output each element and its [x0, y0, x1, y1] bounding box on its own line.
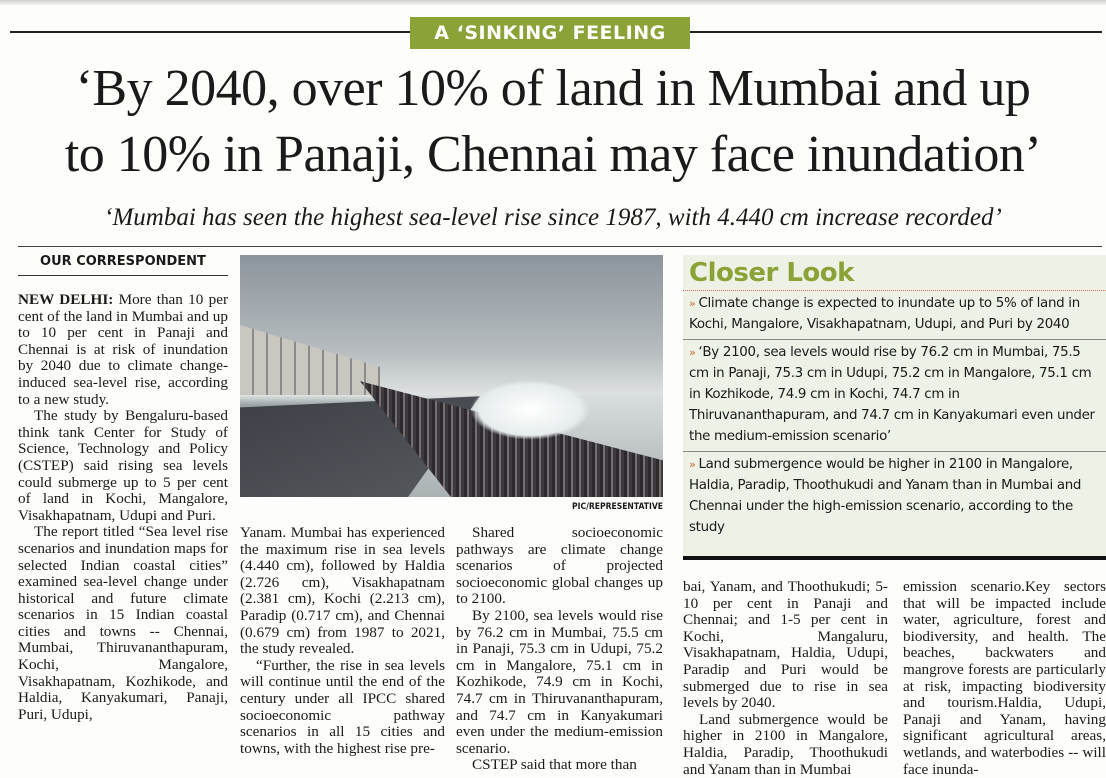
paragraph: CSTEP said that more than	[472, 756, 637, 774]
subheadline: ‘Mumbai has seen the highest sea-level rise since 1987, with 4.440 cm increase recorded’	[104, 204, 1002, 231]
divider	[18, 246, 1102, 247]
dateline: NEW DELHI:	[18, 292, 114, 308]
closer-look-title: Closer Look	[683, 255, 1106, 291]
paragraph: By 2100, sea levels would rise by 76.2 cm in Mumbai, 75.5 cm in Panaji, 75.3 cm in Udupi, 75.2 cm in Mangalore, 75.1 cm in Kozhikode, 74.9 cm in Kochi, 74.7 cm in Thiruvananthapuram, and 74.7 cm in Kanyakumari even under the medium-emission scenario.	[456, 606, 663, 757]
article-column-5	[903, 579, 1106, 778]
item-text: ‘By 2100, sea levels would rise by 76.2 cm in Mumbai, 75.5 cm in Panaji, 75.3 cm in Udupi, 75.2 cm in Mangalore, 75.1 cm in Kozhikode, 74.9 cm in Kochi, 74.7 cm in Thiruvananthapuram, and 74.7 cm in Kanyakumari even under the medium-emission scenario’	[689, 345, 1095, 444]
paragraph: “Further, the rise in sea levels will continue until the end of the century under all IPCC shared socioeconomic pathway scenarios in all 15 cities and towns, with the highest rise pre-	[240, 656, 445, 757]
paragraph-text: More than 10 per cent of the land in Mumbai and up to 10 per cent in Panaji and Chennai is at risk of inundation by 2040 due to climate change-induced sea-level rise, according to a new study.	[18, 292, 228, 408]
paragraph: Shared socioeconomic pathways are climate change scenarios of projected socioeconomic global changes up to 2100.	[456, 525, 663, 608]
closer-look-box	[683, 255, 1106, 560]
closer-look-item	[683, 340, 1106, 452]
article-column-2	[240, 525, 445, 778]
article-column-1	[18, 292, 228, 778]
chevron-bullet-icon: »	[689, 346, 696, 359]
headline-line-1: ‘By 2040, over 10% of land in Mumbai and up	[75, 60, 1031, 117]
marine-drive-photo	[240, 255, 663, 497]
closer-look-item	[683, 291, 1106, 340]
article-column-3	[456, 525, 663, 778]
closer-look-item	[683, 452, 1106, 542]
paragraph	[18, 292, 228, 408]
paragraph: bai, Yanam, and Thoothukudi; 5-10 per cent in Panaji and Chennai; and 1-5 per cent in Kochi, Mangaluru, Visakhapatnam, Haldia, Udupi, Paradip and Puri would be submerged due to rise in sea levels by 2040.	[683, 579, 888, 712]
paragraph: Land submergence would be higher in 2100 in Mangalore, Haldia, Paradip, Thoothukudi and Yanam than in Mumbai	[683, 710, 888, 778]
chevron-bullet-icon: »	[689, 297, 696, 310]
photo-wave-splash	[470, 380, 590, 440]
paragraph: Yanam. Mumbai has experienced the maximum rise in sea levels (4.440 cm), followed by Haldia (2.726 cm), Visakhapatnam (2.381 cm), Kochi (2.213 cm), Paradip (0.717 cm), and Chennai (0.679 cm) from 1987 to 2021, the study revealed.	[240, 525, 445, 658]
paragraph: The study by Bengaluru-based think tank Center for Study of Science, Technology and Policy (CSTEP) said rising sea levels could submerge up to 5 per cent of land in Kochi, Mangalore, Visakhapatnam, Udupi and Puri.	[18, 407, 228, 524]
headline	[0, 56, 1106, 188]
photo-caption: PIC/REPRESENTATIVE	[571, 502, 663, 512]
paragraph: emission scenario.Key sectors that will be impacted include water, agriculture, forest and biodiversity, and health. The beaches, backwaters and mangrove forests are particularly at risk, impacting biodiversity and tourism.Haldia, Udupi, Panaji and Yanam, having significant agricultural areas, wetlands, and waterbodies -- will face inunda-	[903, 579, 1106, 778]
article-column-4	[683, 579, 888, 778]
item-text: Land submergence would be higher in 2100 in Mangalore, Haldia, Paradip, Thoothukudi and Yanam than in Mumbai and Chennai under the high-emission scenario, according to the study	[689, 457, 1082, 535]
item-text: Climate change is expected to inundate up to 5% of land in Kochi, Mangalore, Visakhapatnam, Udupi, and Puri by 2040	[689, 296, 1080, 332]
previous-article-edge	[0, 0, 1106, 6]
headline-line-2: to 10% in Panaji, Chennai may face inundation’	[64, 126, 1042, 183]
chevron-bullet-icon: »	[689, 458, 696, 471]
paragraph: The report titled “Sea level rise scenarios and inundation maps for selected Indian coastal cities” examined sea-level change under historical and future climate scenarios in 15 Indian coastal cities and towns -- Chennai, Mumbai, Thiruvananthapuram, Kochi, Mangalore, Visakhapatnam, Kozhikode, and Haldia, Kanyakumari, Panaji, Puri, Udupi,	[18, 523, 228, 723]
byline: OUR CORRESPONDENT	[18, 254, 228, 276]
kicker-label: A ‘SINKING’ FEELING	[410, 17, 690, 49]
photo-buildings	[240, 325, 380, 395]
